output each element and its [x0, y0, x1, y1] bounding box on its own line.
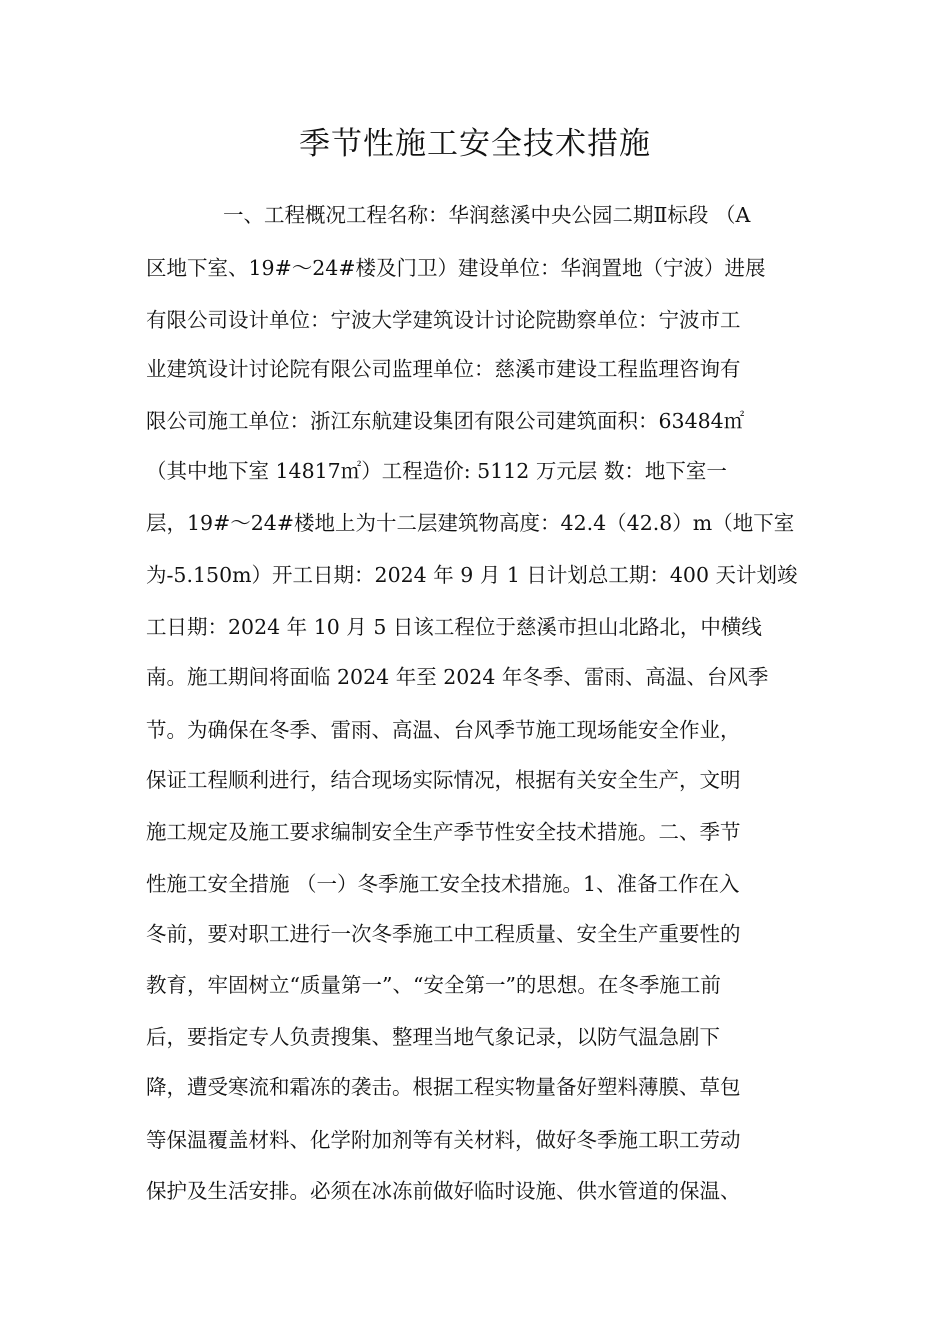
- document-title: 季节性施工安全技术措施: [299, 126, 651, 162]
- body-line: 后，要指定专人负责搜集、整理当地气象记录，以防气温急剧下: [146, 1025, 720, 1049]
- body-line: 区地下室、19#～24#楼及门卫）建设单位：华润置地（宁波）进展: [146, 256, 766, 280]
- body-line: （其中地下室 14817㎡）工程造价: 5112 万元层 数：地下室一: [146, 459, 727, 483]
- body-line: 教育，牢固树立“质量第一”、“安全第一”的思想。在冬季施工前: [146, 973, 721, 997]
- body-line: 限公司施工单位：浙江东航建设集团有限公司建筑面积：63484㎡: [146, 409, 745, 433]
- body-line: 为-5.150m）开工日期：2024 年 9 月 1 日计划总工期：400 天计划竣: [146, 563, 798, 587]
- body-line: 层，19#～24#楼地上为十二层建筑物高度：42.4（42.8）m（地下室: [146, 511, 795, 535]
- body-line: 工日期：2024 年 10 月 5 日该工程位于慈溪市担山北路北，中横线: [146, 615, 762, 639]
- body-line: 冬前，要对职工进行一次冬季施工中工程质量、安全生产重要性的: [146, 922, 741, 946]
- body-line: 有限公司设计单位：宁波大学建筑设计讨论院勘察单位：宁波市工: [146, 308, 741, 332]
- body-line: 节。为确保在冬季、雷雨、高温、台风季节施工现场能安全作业，: [146, 718, 741, 742]
- body-line: 一、工程概况工程名称：华润慈溪中央公园二期Ⅱ标段 （A: [223, 203, 751, 227]
- body-line: 施工规定及施工要求编制安全生产季节性安全技术措施。二、季节: [146, 820, 741, 844]
- body-line: 保护及生活安排。必须在冰冻前做好临时设施、供水管道的保温、: [146, 1179, 741, 1203]
- body-line: 南。施工期间将面临 2024 年至 2024 年冬季、雷雨、高温、台风季: [146, 665, 769, 689]
- body-line: 性施工安全措施 （一）冬季施工安全技术措施。1、准备工作在入: [146, 872, 740, 896]
- body-line: 等保温覆盖材料、化学附加剂等有关材料，做好冬季施工职工劳动: [146, 1128, 741, 1152]
- body-line: 降，遭受寒流和霜冻的袭击。根据工程实物量备好塑料薄膜、草包: [146, 1075, 741, 1099]
- body-line: 保证工程顺利进行，结合现场实际情况，根据有关安全生产，文明: [146, 768, 741, 792]
- body-line: 业建筑设计讨论院有限公司监理单位：慈溪市建设工程监理咨询有: [146, 357, 741, 381]
